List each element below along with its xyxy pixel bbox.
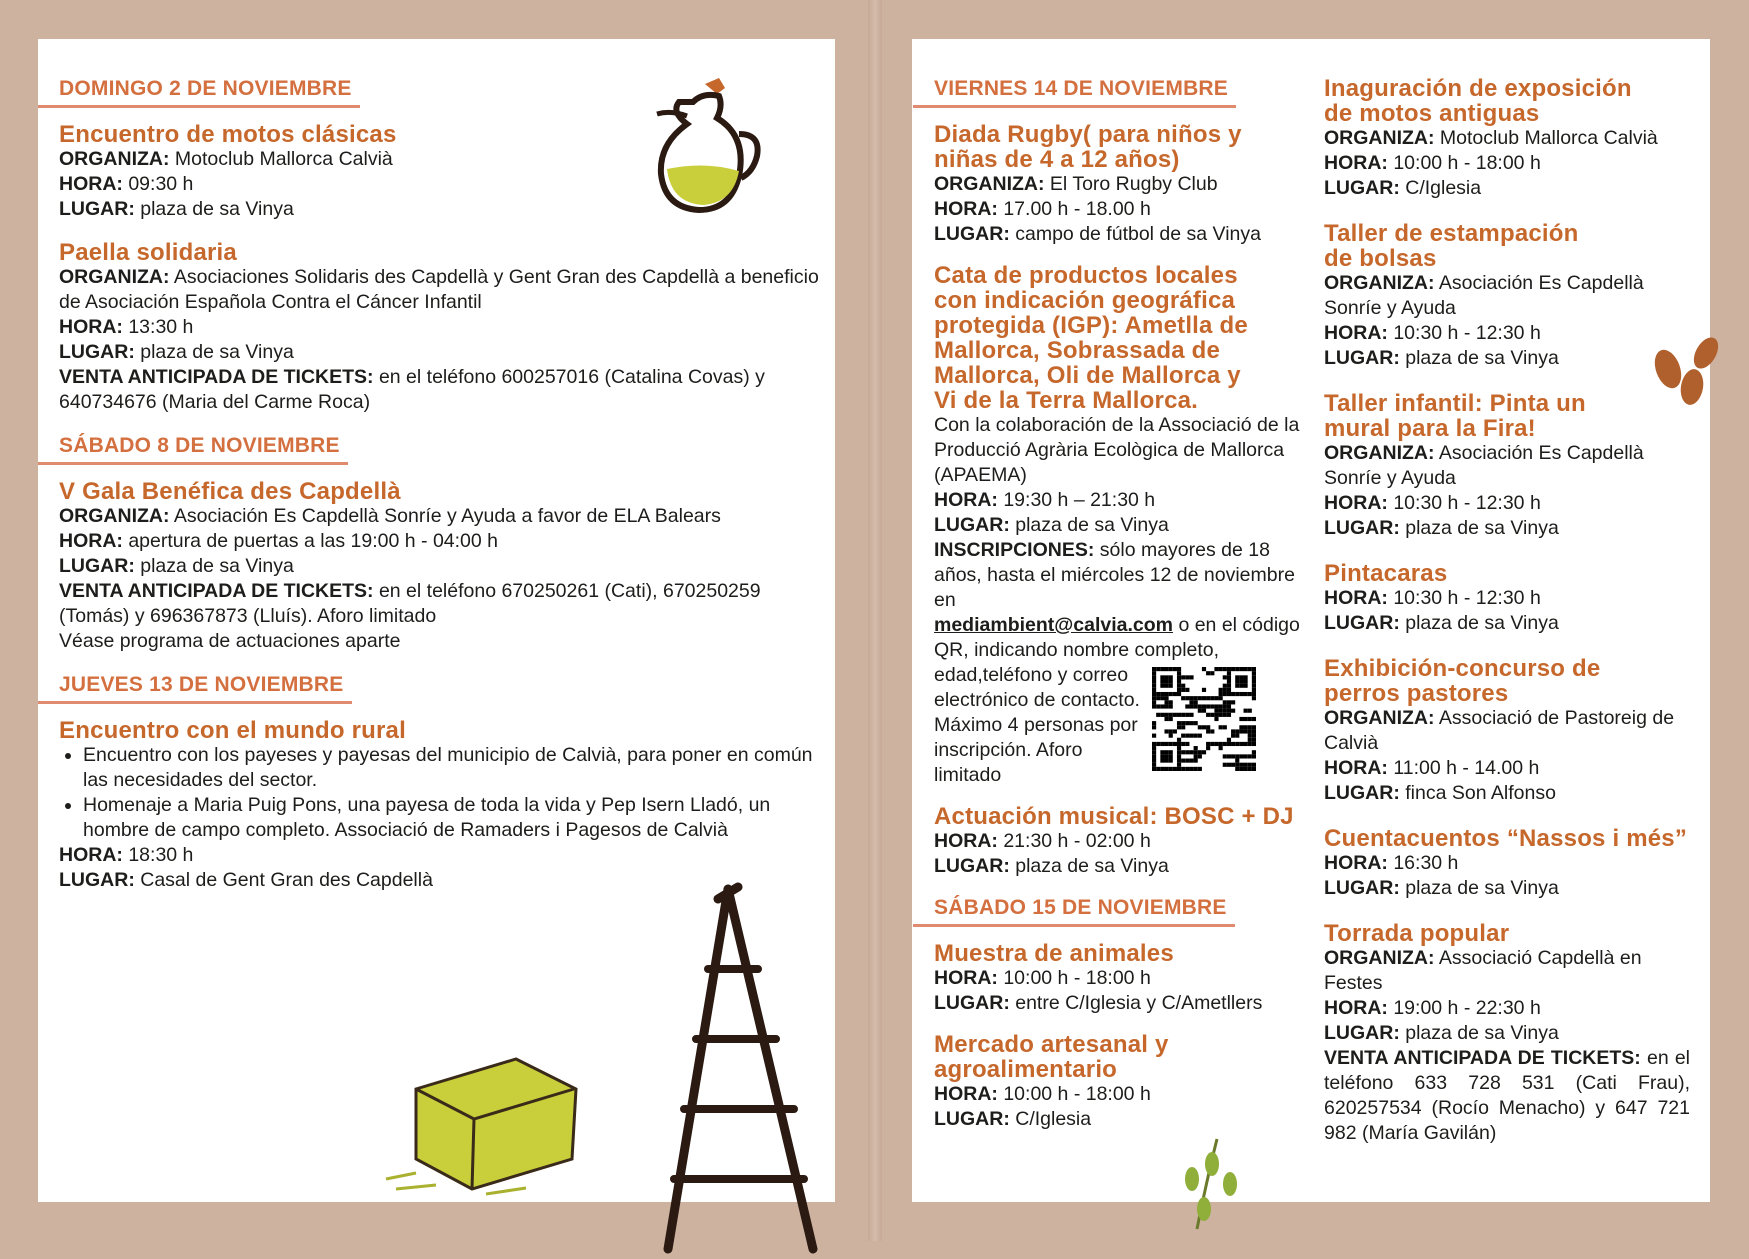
event-detail bbox=[934, 966, 1304, 991]
event-title bbox=[1324, 561, 1690, 586]
event-detail bbox=[934, 513, 1304, 538]
event-detail bbox=[1324, 491, 1690, 516]
event-title-line: Taller infantil: Pinta un bbox=[1324, 390, 1586, 417]
detail-label: HORA: bbox=[1324, 587, 1388, 609]
detail-label: HORA: bbox=[1324, 757, 1388, 779]
detail-value: plaza de sa Vinya bbox=[1009, 855, 1169, 877]
detail-value: Véase programa de actuaciones aparte bbox=[59, 630, 401, 652]
date-header: SÁBADO 15 DE NOVIEMBRE bbox=[913, 895, 1235, 927]
detail-label: ORGANIZA: bbox=[934, 173, 1045, 195]
detail-label: LUGAR: bbox=[1324, 612, 1400, 634]
event-detail bbox=[1324, 946, 1690, 996]
event-detail bbox=[59, 340, 829, 365]
event-title bbox=[934, 263, 1304, 413]
detail-value: Associació Capdellà en Festes bbox=[1324, 947, 1642, 994]
detail-value: plaza de sa Vinya bbox=[1399, 517, 1559, 539]
detail-label: ORGANIZA: bbox=[59, 148, 170, 170]
event-detail bbox=[1324, 176, 1690, 201]
detail-value: C/Iglesia bbox=[1009, 1108, 1092, 1130]
detail-value: 10:00 h - 18:00 h bbox=[997, 967, 1151, 989]
detail-label: HORA: bbox=[934, 1083, 998, 1105]
event-title-line: Taller de estampación bbox=[1324, 220, 1579, 247]
detail-value: Asociación Es Capdellà Sonríe y Ayuda bbox=[1324, 272, 1644, 319]
detail-value: 16:30 h bbox=[1387, 852, 1459, 874]
event-title-line: Diada Rugby( para niños y bbox=[934, 121, 1242, 148]
event-detail bbox=[59, 365, 829, 415]
detail-label: LUGAR: bbox=[1324, 347, 1400, 369]
event-block bbox=[934, 263, 1304, 788]
detail-value: 13:30 h bbox=[122, 316, 194, 338]
event-detail bbox=[1324, 516, 1690, 541]
bullet-item: • Encuentro con los payeses y payesas del municipio de Calvià, para poner en común las necesidades del sector. bbox=[83, 743, 829, 793]
detail-label: VENTA ANTICIPADA DE TICKETS: bbox=[59, 366, 374, 388]
detail-label: ORGANIZA: bbox=[1324, 272, 1435, 294]
detail-value: plaza de sa Vinya bbox=[134, 555, 294, 577]
detail-value: entre C/Iglesia y C/Ametllers bbox=[1009, 992, 1263, 1014]
event-title-line: agroalimentario bbox=[934, 1056, 1118, 1083]
right-column-1 bbox=[934, 76, 1304, 1148]
event-title-line: V Gala Benéfica des Capdellà bbox=[59, 478, 401, 505]
email-line bbox=[934, 613, 1304, 663]
event-detail bbox=[934, 197, 1304, 222]
event-title bbox=[59, 479, 829, 504]
event-block bbox=[59, 479, 829, 654]
event-title-line: Exhibición-concurso de bbox=[1324, 655, 1601, 682]
event-title bbox=[1324, 826, 1690, 851]
event-title-line: protegida (IGP): Ametlla de bbox=[934, 312, 1248, 339]
detail-label: HORA: bbox=[59, 316, 123, 338]
event-detail bbox=[934, 413, 1304, 488]
detail-label: HORA: bbox=[1324, 492, 1388, 514]
event-detail bbox=[934, 991, 1304, 1016]
detail-label: LUGAR: bbox=[934, 992, 1010, 1014]
ladder-icon bbox=[648, 879, 823, 1259]
detail-label: LUGAR: bbox=[59, 555, 135, 577]
event-detail bbox=[934, 854, 1304, 879]
detail-label: LUGAR: bbox=[1324, 782, 1400, 804]
detail-label: HORA: bbox=[1324, 997, 1388, 1019]
event-detail bbox=[59, 315, 829, 340]
detail-value: 17.00 h - 18.00 h bbox=[997, 198, 1151, 220]
event-title bbox=[1324, 656, 1690, 706]
detail-value: plaza de sa Vinya bbox=[1009, 514, 1169, 536]
event-title-line: Mercado artesanal y bbox=[934, 1031, 1169, 1058]
event-detail bbox=[1324, 271, 1690, 321]
event-detail bbox=[934, 538, 1304, 613]
qr-text: edad,teléfono y correo electrónico de contacto. Máximo 4 personas por inscripción. Aforo limitado bbox=[934, 664, 1140, 786]
almonds-icon bbox=[1650, 329, 1725, 409]
event-detail bbox=[934, 829, 1304, 854]
event-detail bbox=[1324, 346, 1690, 371]
event-detail bbox=[1324, 1046, 1690, 1146]
event-detail bbox=[1324, 126, 1690, 151]
detail-label: HORA: bbox=[934, 830, 998, 852]
detail-value: campo de fútbol de sa Vinya bbox=[1009, 223, 1261, 245]
event-title bbox=[59, 718, 829, 743]
event-title-line: Encuentro con el mundo rural bbox=[59, 717, 406, 744]
detail-label: LUGAR: bbox=[934, 514, 1010, 536]
event-detail bbox=[59, 529, 829, 554]
right-column-2 bbox=[1324, 76, 1690, 1166]
event-detail bbox=[1324, 851, 1690, 876]
event-title-line: con indicación geográfica bbox=[934, 287, 1236, 314]
detail-value: 19:00 h - 22:30 h bbox=[1387, 997, 1541, 1019]
detail-value: 10:30 h - 12:30 h bbox=[1387, 587, 1541, 609]
detail-label: ORGANIZA: bbox=[59, 266, 170, 288]
event-detail bbox=[59, 554, 829, 579]
center-fold bbox=[868, 0, 882, 1241]
date-header: SÁBADO 8 DE NOVIEMBRE bbox=[38, 433, 348, 465]
event-detail bbox=[59, 579, 829, 629]
date-header: JUEVES 13 DE NOVIEMBRE bbox=[38, 672, 352, 704]
event-detail bbox=[59, 504, 829, 529]
detail-label: LUGAR: bbox=[934, 855, 1010, 877]
detail-value: 11:00 h - 14.00 h bbox=[1387, 757, 1540, 779]
event-block bbox=[1324, 76, 1690, 201]
email-link[interactable]: mediambient@calvia.com bbox=[934, 614, 1174, 636]
detail-label: LUGAR: bbox=[934, 223, 1010, 245]
hay-bale-icon bbox=[376, 1039, 586, 1199]
detail-value: Associació de Pastoreig de Calvià bbox=[1324, 707, 1675, 754]
event-detail bbox=[59, 629, 829, 654]
event-title-line: Actuación musical: BOSC + DJ bbox=[934, 803, 1294, 830]
detail-label: ORGANIZA: bbox=[1324, 127, 1435, 149]
detail-label: VENTA ANTICIPADA DE TICKETS: bbox=[1324, 1047, 1641, 1069]
event-title-line: Mallorca, Oli de Mallorca y bbox=[934, 362, 1241, 389]
detail-value: o en el código QR, indicando nombre completo, bbox=[934, 614, 1300, 661]
event-title-line: Pintacaras bbox=[1324, 560, 1448, 587]
detail-label: LUGAR: bbox=[59, 198, 135, 220]
detail-value: Asociaciones Solidaris des Capdellà y Gent Gran des Capdellà a beneficio de Asociación Española Contra el Cáncer Infantil bbox=[59, 266, 819, 313]
detail-label: VENTA ANTICIPADA DE TICKETS: bbox=[59, 580, 374, 602]
detail-label: INSCRIPCIONES: bbox=[934, 539, 1095, 561]
event-block bbox=[1324, 826, 1690, 901]
event-title-line: perros pastores bbox=[1324, 680, 1509, 707]
detail-label: LUGAR: bbox=[1324, 1022, 1400, 1044]
detail-value: sólo mayores de 18 años, hasta el miércoles 12 de noviembre en bbox=[934, 539, 1295, 611]
date-header: DOMINGO 2 DE NOVIEMBRE bbox=[38, 76, 360, 108]
event-block bbox=[1324, 391, 1690, 541]
detail-label: ORGANIZA: bbox=[1324, 442, 1435, 464]
detail-value: 10:30 h - 12:30 h bbox=[1387, 492, 1541, 514]
event-title-line: Torrada popular bbox=[1324, 920, 1510, 947]
event-detail bbox=[1324, 151, 1690, 176]
detail-label: ORGANIZA: bbox=[1324, 947, 1435, 969]
detail-value: apertura de puertas a las 19:00 h - 04:00 h bbox=[122, 530, 499, 552]
detail-label: LUGAR: bbox=[1324, 517, 1400, 539]
event-title bbox=[934, 804, 1304, 829]
bullet-item: • Homenaje a Maria Puig Pons, una payesa de toda la vida y Pep Isern Lladó, un hombre de campo completo. Associació de Ramaders i Pagesos de Calvià bbox=[83, 793, 829, 843]
event-title bbox=[934, 1032, 1304, 1082]
event-detail bbox=[934, 488, 1304, 513]
qr-code-icon[interactable] bbox=[1152, 667, 1256, 771]
event-detail bbox=[1324, 781, 1690, 806]
detail-value: Motoclub Mallorca Calvià bbox=[1434, 127, 1658, 149]
detail-value: plaza de sa Vinya bbox=[1399, 347, 1559, 369]
event-block bbox=[1324, 656, 1690, 806]
event-title bbox=[1324, 76, 1690, 126]
detail-value: Con la colaboración de la Associació de la Producció Agrària Ecològica de Mallorca (APAEMA) bbox=[934, 414, 1300, 486]
detail-value: plaza de sa Vinya bbox=[1399, 612, 1559, 634]
event-detail bbox=[1324, 586, 1690, 611]
detail-value: plaza de sa Vinya bbox=[1399, 877, 1559, 899]
event-detail bbox=[59, 265, 829, 315]
event-detail bbox=[1324, 321, 1690, 346]
event-detail bbox=[1324, 756, 1690, 781]
oil-jug-icon bbox=[643, 74, 768, 219]
detail-label: HORA: bbox=[934, 967, 998, 989]
event-title-line: Mallorca, Sobrassada de bbox=[934, 337, 1221, 364]
event-title-line: niñas de 4 a 12 años) bbox=[934, 146, 1180, 173]
detail-value: Motoclub Mallorca Calvià bbox=[169, 148, 393, 170]
event-title-line: Encuentro de motos clásicas bbox=[59, 121, 397, 148]
event-block bbox=[934, 941, 1304, 1016]
detail-label: LUGAR: bbox=[934, 1108, 1010, 1130]
event-title-line: Inaguración de exposición bbox=[1324, 75, 1632, 102]
detail-value: Asociación Es Capdellà Sonríe y Ayuda bbox=[1324, 442, 1644, 489]
detail-label: HORA: bbox=[1324, 322, 1388, 344]
detail-label: ORGANIZA: bbox=[1324, 707, 1435, 729]
event-block bbox=[934, 122, 1304, 247]
event-block bbox=[59, 718, 829, 893]
detail-value: 10:30 h - 12:30 h bbox=[1387, 322, 1541, 344]
bullet-list bbox=[59, 743, 829, 843]
event-detail bbox=[1324, 706, 1690, 756]
event-detail bbox=[1324, 1021, 1690, 1046]
qr-block bbox=[934, 663, 1304, 788]
detail-value: El Toro Rugby Club bbox=[1044, 173, 1218, 195]
event-title bbox=[1324, 921, 1690, 946]
detail-label: HORA: bbox=[1324, 152, 1388, 174]
event-block bbox=[1324, 921, 1690, 1146]
detail-label: LUGAR: bbox=[59, 869, 135, 891]
event-title bbox=[934, 941, 1304, 966]
event-detail bbox=[1324, 876, 1690, 901]
event-title-line: Vi de la Terra Mallorca. bbox=[934, 387, 1199, 414]
event-title-line: mural para la Fira! bbox=[1324, 415, 1536, 442]
event-detail bbox=[934, 172, 1304, 197]
detail-label: LUGAR: bbox=[1324, 877, 1400, 899]
event-title-line: de motos antiguas bbox=[1324, 100, 1540, 127]
detail-value: plaza de sa Vinya bbox=[1399, 1022, 1559, 1044]
detail-value: plaza de sa Vinya bbox=[134, 198, 294, 220]
event-block bbox=[934, 804, 1304, 879]
detail-label: HORA: bbox=[1324, 852, 1388, 874]
event-title bbox=[1324, 391, 1690, 441]
event-block bbox=[59, 240, 829, 415]
detail-label: HORA: bbox=[59, 844, 123, 866]
event-detail bbox=[934, 222, 1304, 247]
event-title bbox=[59, 240, 829, 265]
detail-value: Casal de Gent Gran des Capdellà bbox=[134, 869, 433, 891]
event-title-line: de bolsas bbox=[1324, 245, 1437, 272]
event-block bbox=[1324, 561, 1690, 636]
event-detail bbox=[1324, 441, 1690, 491]
detail-label: HORA: bbox=[59, 173, 123, 195]
left-page bbox=[38, 39, 835, 1202]
detail-value: 10:00 h - 18:00 h bbox=[997, 1083, 1151, 1105]
event-title bbox=[934, 122, 1304, 172]
detail-label: HORA: bbox=[59, 530, 123, 552]
detail-label: LUGAR: bbox=[1324, 177, 1400, 199]
event-title bbox=[1324, 221, 1690, 271]
detail-value: plaza de sa Vinya bbox=[134, 341, 294, 363]
detail-value: C/Iglesia bbox=[1399, 177, 1482, 199]
detail-label: HORA: bbox=[934, 198, 998, 220]
detail-value: 19:30 h – 21:30 h bbox=[997, 489, 1156, 511]
event-detail bbox=[1324, 611, 1690, 636]
event-title-line: Cuentacuentos “Nassos i més” bbox=[1324, 825, 1688, 852]
detail-label: LUGAR: bbox=[59, 341, 135, 363]
right-page bbox=[912, 39, 1710, 1202]
event-detail bbox=[59, 843, 829, 868]
event-title-line: Paella solidaria bbox=[59, 239, 237, 266]
detail-value: Asociación Es Capdellà Sonríe y Ayuda a favor de ELA Balears bbox=[169, 505, 721, 527]
detail-value: finca Son Alfonso bbox=[1399, 782, 1556, 804]
event-block bbox=[1324, 221, 1690, 371]
detail-value: 18:30 h bbox=[122, 844, 194, 866]
detail-value: 10:00 h - 18:00 h bbox=[1387, 152, 1541, 174]
detail-value: 09:30 h bbox=[122, 173, 194, 195]
event-title-line: Muestra de animales bbox=[934, 940, 1174, 967]
detail-label: ORGANIZA: bbox=[59, 505, 170, 527]
detail-value: 21:30 h - 02:00 h bbox=[997, 830, 1151, 852]
detail-value: en el teléfono 600257016 (Catalina Covas) y 640734676 (Maria del Carme Roca) bbox=[59, 366, 765, 413]
event-detail bbox=[934, 1082, 1304, 1107]
detail-value: en el teléfono 633 728 531 (Cati Frau), 620257534 (Rocío Menacho) y 647 721 982 (María Gavilán) bbox=[1324, 1047, 1691, 1144]
detail-label: HORA: bbox=[934, 489, 998, 511]
date-header: VIERNES 14 DE NOVIEMBRE bbox=[913, 76, 1236, 108]
event-title-line: Cata de productos locales bbox=[934, 262, 1238, 289]
event-detail bbox=[1324, 996, 1690, 1021]
event-block bbox=[934, 1032, 1304, 1132]
olives-icon bbox=[1172, 1129, 1262, 1239]
detail-value: en el teléfono 670250261 (Cati), 670250259 (Tomás) y 696367873 (Lluís). Aforo limitado bbox=[59, 580, 761, 627]
